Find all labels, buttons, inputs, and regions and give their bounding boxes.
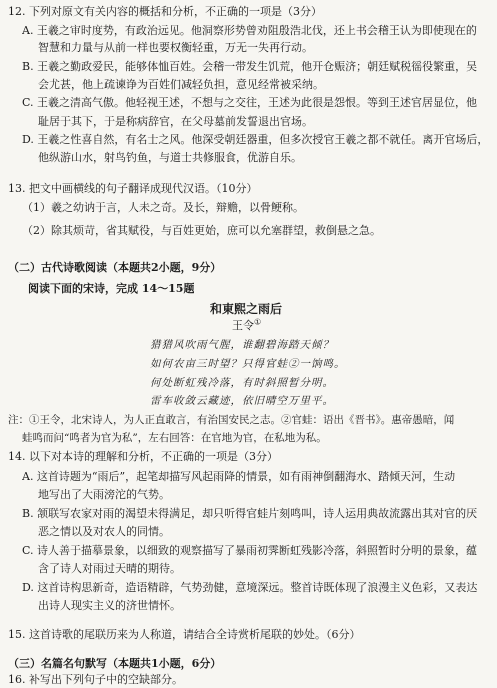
q14-option-b-line1: B. 颔联写农家对雨的渴望未得满足，却只听得官蛙片刻鸣叫，诗人运用典故流露出其对官的厌 xyxy=(22,507,478,520)
q13-stem: 13. 把文中画横线的句子翻译成现代汉语。（10分） xyxy=(8,182,258,195)
poem-line-4: 雷车收敛云藏迹，依旧晴空万里平。 xyxy=(150,395,334,407)
section-3-header: （三）名篇名句默写（本题共1小题，6分） xyxy=(8,657,222,670)
q12-option-c-line1: C. 王羲之清高气傲。他轻视王述，不想与之交往，王述为此很是怨恨。等到王述官居显位，他 xyxy=(22,96,478,109)
poem-line-1: 猎猎风吹雨气腥，谁翻碧海踏天倾？ xyxy=(150,339,334,351)
poem-note-line1: 注：①王令，北宋诗人，为人正直敢言，有治国安民之志。②官蛙：语出《晋书》。惠帝愚暗，闻 xyxy=(8,414,455,426)
footnote-mark: ① xyxy=(254,318,262,327)
q14-option-b-line2: 恶之情以及对农人的同情。 xyxy=(38,525,170,538)
poem-title: 和東熙之雨后 xyxy=(210,302,283,316)
q14-option-d-line1: D. 这首诗构思新奇，造语精辟，气势劲健，意境深远。整首诗既体现了浪漫主义色彩，又表达 xyxy=(22,581,478,594)
q12-option-a-line1: A. 王羲之审时度势，有政治远见。他洞察形势曾劝阻殷浩北伐，还上书会稽王认为即使现在的 xyxy=(22,24,477,37)
q12-option-d-line2: 他纵游山水，射鸟钓鱼，与道士共修服食，优游自乐。 xyxy=(38,151,302,164)
q14-option-a-line1: A. 这首诗题为“雨后”，起笔却描写风起雨降的情景，如有雨神倒翻海水、踏倾天河，生动 xyxy=(22,470,456,483)
q15-stem: 15. 这首诗歌的尾联历来为人称道，请结合全诗赏析尾联的妙处。（6分） xyxy=(8,628,361,641)
poem-line-2: 如何农亩三时望？只得官蛙②一饷鸣。 xyxy=(150,358,346,370)
q14-option-c-line1: C. 诗人善于描摹景象，以细致的观察描写了暴雨初霁断虹残影冷落，斜照暂时分明的景象，蕴 xyxy=(22,544,478,557)
q16-stem: 16. 补写出下列句子中的空缺部分。 xyxy=(8,673,183,686)
q14-option-a-line2: 地写出了大雨滂沱的气势。 xyxy=(38,488,170,501)
q12-option-a-line2: 智慧和力量与从前一样也要权衡轻重，万无一失再行动。 xyxy=(38,41,313,54)
q13-sentence-1: （1）羲之幼讷于言，人未之奇。及长，辩赡，以骨鲠称。 xyxy=(22,201,304,214)
q12-option-d-line1: D. 王羲之性喜自然，有名士之风。他深受朝廷器重，但多次授官王羲之都不就任。离开官场后， xyxy=(22,133,489,146)
q12-stem: 12. 下列对原文有关内容的概括和分析，不正确的一项是（3分） xyxy=(8,5,322,18)
q12-option-c-line2: 耻居于其下，于是称病辞官，在父母墓前发誓退出官场。 xyxy=(38,115,313,128)
q13-sentence-2: （2）除其烦苛，省其赋役，与百姓更始，庶可以允塞群望，救倒悬之急。 xyxy=(22,224,381,237)
section-2-header: （二）古代诗歌阅读（本题共2小题，9分） xyxy=(8,261,222,274)
q12-option-b-line1: B. 王羲之勤政爱民，能够体恤百姓。会稽一带发生饥荒，他开仓赈济；朝廷赋税徭役繁重，吴 xyxy=(22,60,478,73)
poem-line-3: 何处断虹残冷落，有时斜照暂分明。 xyxy=(150,377,334,389)
q14-option-d-line2: 出诗人现实主义的济世情怀。 xyxy=(38,599,181,612)
poem-note-line2: 蛙鸣而问“鸣者为官为私”，左右回答：在官地为官，在私地为私。 xyxy=(22,432,327,444)
q12-option-b-line2: 会尤甚，他上疏谏诤为百姓们减轻负担，意见经常被采纳。 xyxy=(38,78,324,91)
poem-author: 王令① xyxy=(232,318,262,332)
section-2-instruction: 阅读下面的宋诗，完成 14～15题 xyxy=(28,282,195,295)
q14-stem: 14. 以下对本诗的理解和分析，不正确的一项是（3分） xyxy=(8,450,278,463)
q14-option-c-line2: 含了诗人对雨过天晴的期待。 xyxy=(38,562,181,575)
